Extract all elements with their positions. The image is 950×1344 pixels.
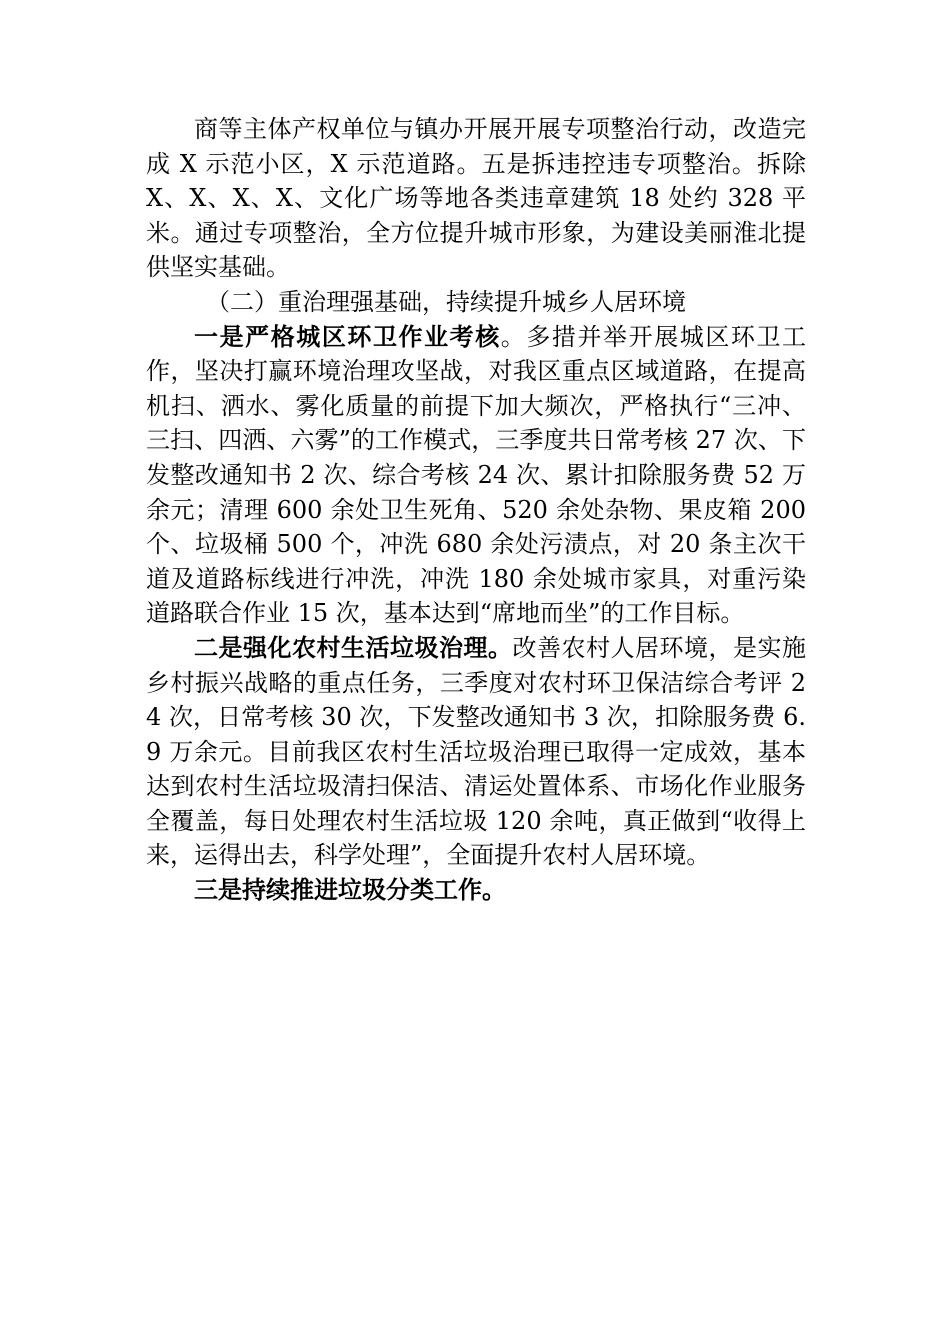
paragraph-body-rural-garbage: 改善农村人居环境，是实施乡村振兴战略的重点任务，三季度对农村环卫保洁综合考评 24 次，日常考核 30 次，下发整改通知书 3 次，扣除服务费 6.9 万余元。目前我区农村生活垃圾治理已取得一定成效，基本达到农村生活垃圾清扫保洁、清运处置体系、市场化作业服务全覆盖，每日处理农村生活垃圾 120 余吨，真正做到“收得上来，运得出去，科学处理”，全面提升农村人居环境。 <box>146 633 806 870</box>
paragraph-rural-garbage <box>146 631 806 873</box>
section-heading: （二）重治理强基础，持续提升城乡人居环境 <box>206 287 686 316</box>
paragraph-lead-rural-garbage: 二是强化农村生活垃圾治理。 <box>194 632 513 662</box>
paragraph-urban-sanitation <box>146 320 806 631</box>
paragraph-lead-urban-sanitation: 一是严格城区环卫作业考核 <box>194 321 501 351</box>
paragraph-garbage-sorting <box>146 873 806 908</box>
paragraph-special-rectification: 商等主体产权单位与镇办开展开展专项整治行动，改造完成 X 示范小区，X 示范道路。五是拆违控违专项整治。拆除 X、X、X、X、文化广场等地各类违章建筑 18 处约 328 平米。通过专项整治，全方位提升城市形象，为建设美丽淮北提供坚实基础。 <box>146 115 806 282</box>
document-body <box>146 112 806 908</box>
paragraph-lead-garbage-sorting: 三是持续推进垃圾分类工作。 <box>194 875 506 905</box>
paragraph-body-urban-sanitation: 。多措并举开展城区环卫工作，坚决打赢环境治理攻坚战，对我区重点区域道路，在提高机扫、洒水、雾化质量的前提下加大频次，严格执行“三冲、三扫、四洒、六雾”的工作模式，三季度共日常考核 27 次、下发整改通知书 2 次、综合考核 24 次、累计扣除服务费 52 万余元；清理 600 余处卫生死角、520 余处杂物、果皮箱 200 个、垃圾桶 500 个，冲洗 680 余处污渍点，对 20 条主次干道及道路标线进行冲洗，冲洗 180 余处城市家具，对重污染道路联合作业 15 次，基本达到“席地而坐”的工作目标。 <box>146 322 807 628</box>
